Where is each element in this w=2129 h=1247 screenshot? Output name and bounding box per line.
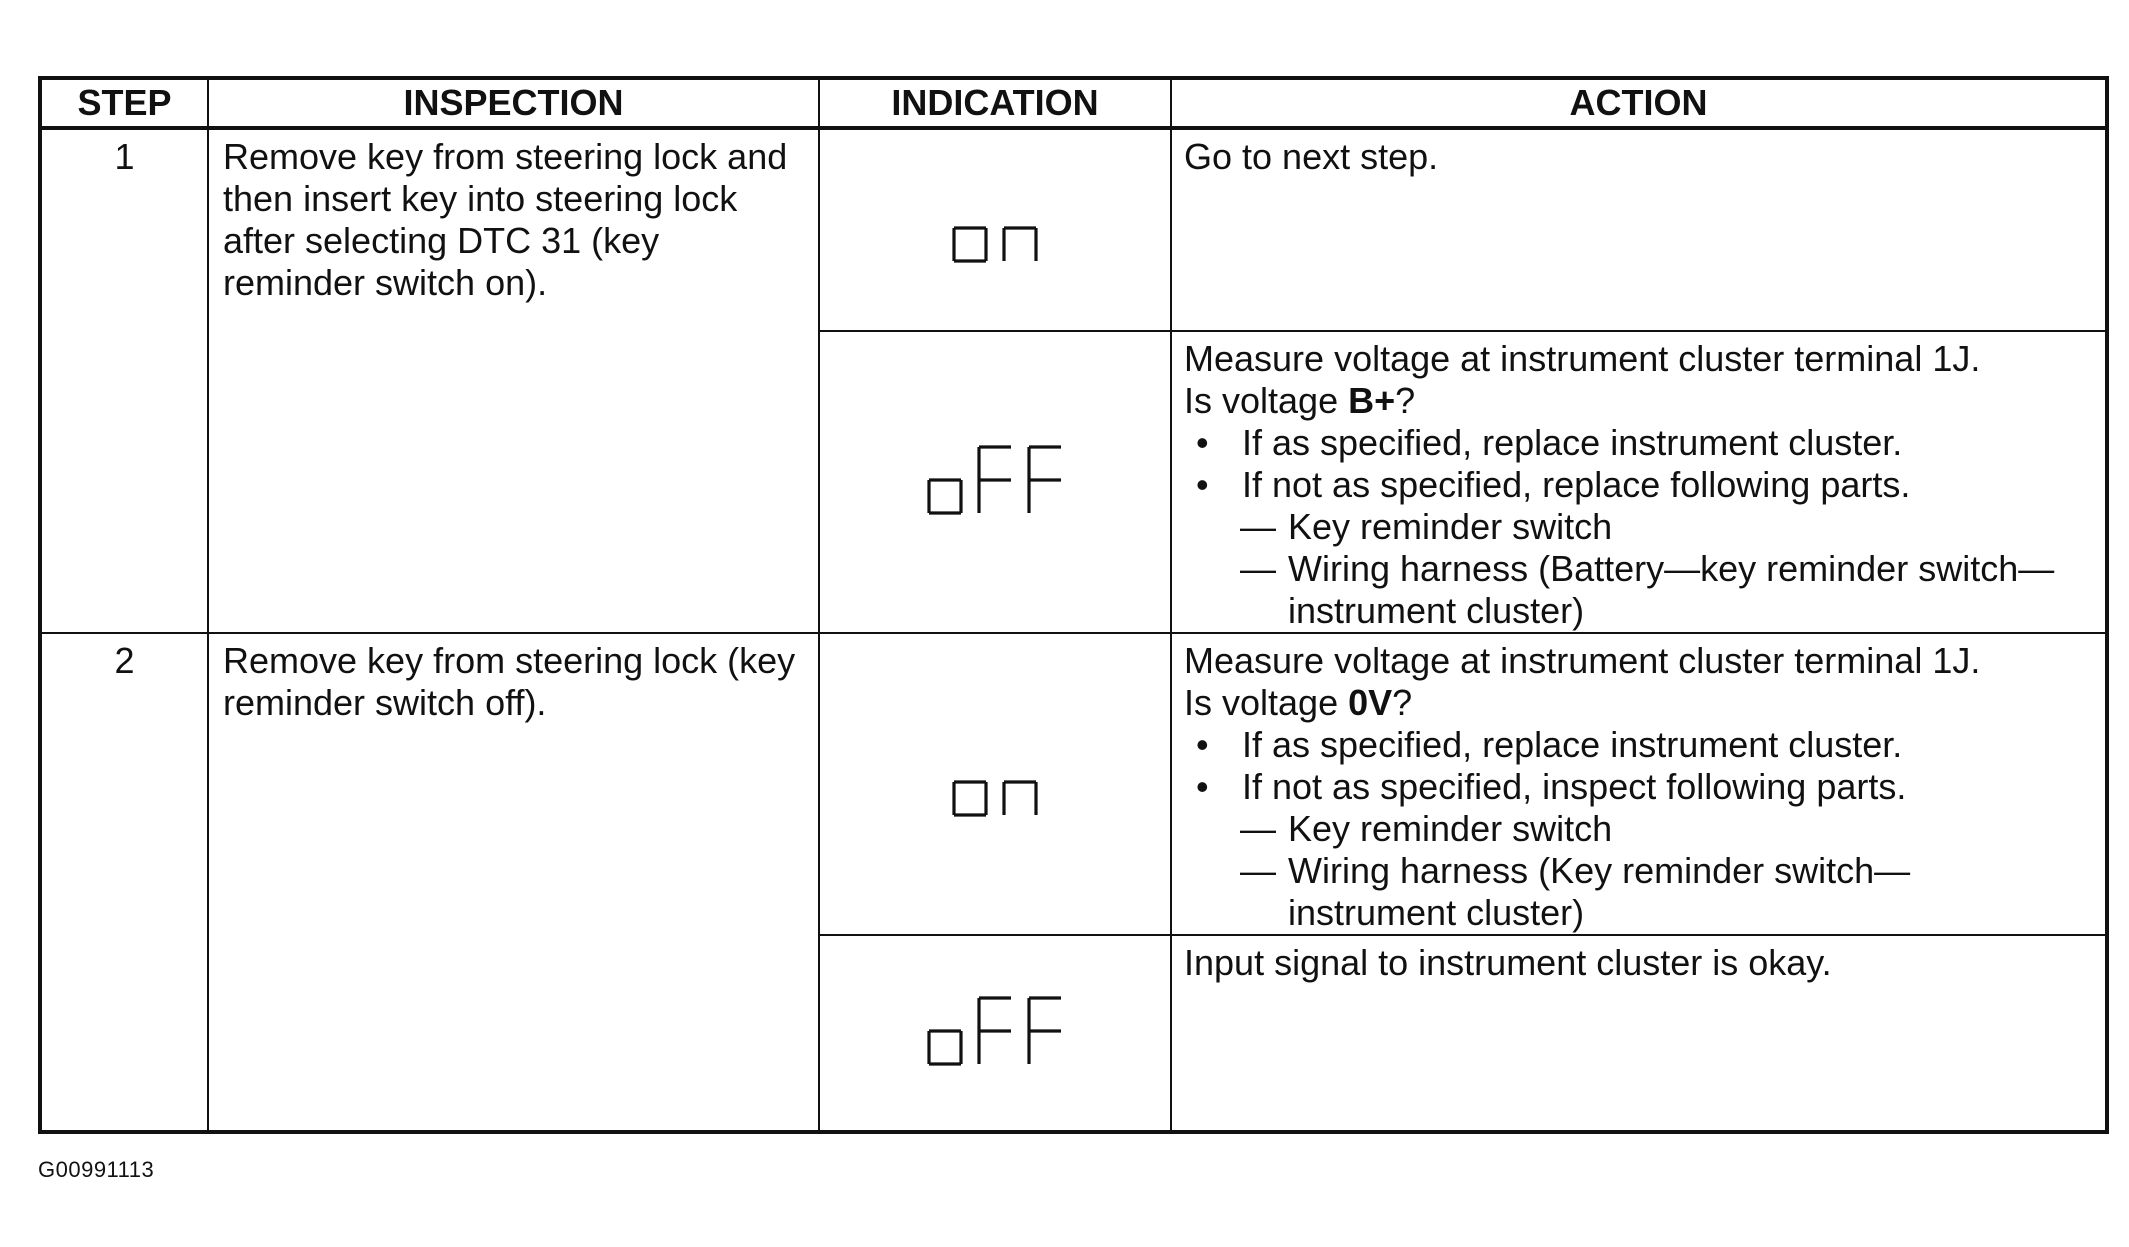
action-cell [1171, 935, 2107, 1132]
inspection-text: Remove key from steering lock and then insert key into steering lock after selecting DTC 31 (key reminder switch on). [208, 128, 819, 633]
action-cell [1171, 633, 2107, 935]
action-cell [1171, 128, 2107, 331]
segment-digit [929, 1031, 961, 1064]
table-row [40, 633, 2107, 935]
action-bullet: • If not as specified, inspect following parts. [1184, 766, 2093, 808]
segment-digit [1004, 782, 1036, 815]
action-subitem-continued: instrument cluster) [1288, 892, 1585, 933]
header-inspection: INSPECTION [208, 78, 819, 128]
indication-cell [819, 331, 1171, 633]
step-number: 1 [40, 128, 208, 633]
figure-code: G00991113 [38, 1157, 155, 1182]
action-bullet: • If as specified, replace instrument cluster. [1184, 422, 2093, 464]
segment-digit [979, 998, 1011, 1064]
question-suffix: ? [1395, 380, 1416, 421]
action-subitem: — Wiring harness (Key reminder switch— [1184, 850, 2093, 892]
action-bullet: • If as specified, replace instrument cluster. [1184, 724, 2093, 766]
segment-digit [929, 480, 961, 513]
segment-display-svg [924, 442, 1066, 518]
step-number: 2 [40, 633, 208, 1132]
header-row [40, 78, 2107, 128]
indication-cell [819, 128, 1171, 331]
segment-display-off [924, 442, 1066, 518]
question-value: 0V [1348, 682, 1393, 723]
action-measure: Measure voltage at instrument cluster terminal 1J. [1184, 640, 1981, 681]
indication-cell [819, 935, 1171, 1132]
action-text: Go to next step. [1184, 136, 1439, 177]
header-step: STEP [40, 78, 208, 128]
segment-display-on [949, 744, 1041, 820]
segment-digit [1029, 998, 1061, 1064]
action-subitem-continued: instrument cluster) [1288, 590, 1585, 631]
segment-display-svg [949, 190, 1041, 266]
action-subitem: — Key reminder switch [1184, 808, 2093, 850]
segment-digit [1029, 447, 1061, 513]
action-question [1184, 380, 2093, 422]
header-action: ACTION [1171, 78, 2107, 128]
segment-digit [954, 782, 986, 815]
action-text: Input signal to instrument cluster is okay. [1184, 942, 1832, 983]
action-question [1184, 682, 2093, 724]
header-indication: INDICATION [819, 78, 1171, 128]
action-cell [1171, 331, 2107, 633]
question-suffix: ? [1392, 682, 1413, 723]
segment-digit [979, 447, 1011, 513]
segment-digit [954, 228, 986, 261]
segment-display-off [924, 993, 1066, 1069]
segment-display-svg [949, 744, 1041, 820]
segment-digit [1004, 228, 1036, 261]
action-measure: Measure voltage at instrument cluster terminal 1J. [1184, 338, 1981, 379]
action-subitem: — Key reminder switch [1184, 506, 2093, 548]
inspection-text: Remove key from steering lock (key reminder switch off). [208, 633, 819, 1132]
indication-cell [819, 633, 1171, 935]
segment-display-on [949, 190, 1041, 266]
question-prefix: Is voltage [1184, 682, 1349, 723]
action-subitem: — Wiring harness (Battery—key reminder switch— [1184, 548, 2093, 590]
diagnostic-table [38, 76, 2109, 1134]
table-row [40, 128, 2107, 331]
action-bullet: • If not as specified, replace following parts. [1184, 464, 2093, 506]
question-prefix: Is voltage [1184, 380, 1349, 421]
segment-display-svg [924, 993, 1066, 1069]
question-value: B+ [1348, 380, 1396, 421]
